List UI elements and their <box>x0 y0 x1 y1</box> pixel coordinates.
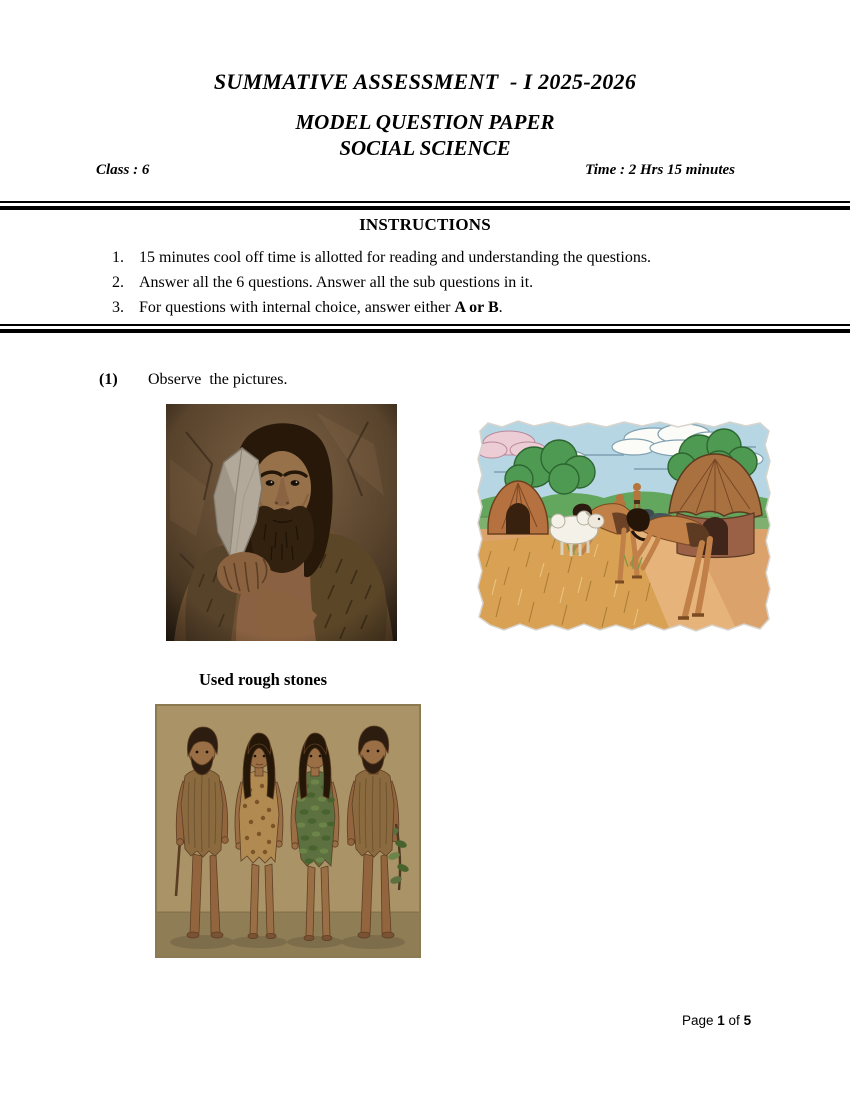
caveman-portrait-image <box>166 404 397 641</box>
time-label: Time : 2 Hrs 15 minutes <box>585 162 735 178</box>
instruction-text: 15 minutes cool off time is allotted for reading and understanding the questions. <box>139 249 652 266</box>
instruction-number: 3. <box>112 299 124 316</box>
instruction-number: 1. <box>112 249 124 266</box>
footer-word-page: Page <box>682 1013 718 1028</box>
farming-scene-image <box>474 417 774 635</box>
instruction-bold-choice: A or B <box>454 299 499 316</box>
subtitle-subject: SOCIAL SCIENCE <box>339 136 511 160</box>
question-number: (1) <box>99 371 118 388</box>
subtitle-model-question-paper: MODEL QUESTION PAPER <box>295 110 555 134</box>
instruction-text: For questions with internal choice, answer either A or B. <box>139 299 503 316</box>
instruction-item <box>112 295 810 320</box>
instruction-number: 2. <box>112 274 124 291</box>
early-humans-group-illustration <box>155 704 421 958</box>
instruction-item <box>112 270 810 295</box>
bottom-divider <box>0 324 850 333</box>
footer-total-pages: 5 <box>743 1013 752 1028</box>
class-time-row <box>96 162 735 179</box>
page-title: SUMMATIVE ASSESSMENT - I 2025-2026 <box>213 69 637 94</box>
page-footer <box>682 1013 751 1028</box>
caveman-portrait-illustration <box>166 404 397 641</box>
instruction-item <box>112 245 810 270</box>
class-label: Class : 6 <box>96 162 150 178</box>
footer-page-number: 1 <box>717 1013 725 1028</box>
instruction-text: Answer all the 6 questions. Answer all the sub questions in it. <box>139 274 534 291</box>
question-text: Observe the pictures. <box>148 371 288 388</box>
farming-scene-illustration <box>474 417 774 635</box>
top-divider <box>0 201 850 210</box>
early-humans-group-image <box>155 704 421 958</box>
footer-word-of: of <box>724 1013 744 1028</box>
instructions-heading: INSTRUCTIONS <box>359 215 491 234</box>
instructions-list <box>112 245 810 320</box>
image-caption: Used rough stones <box>199 670 328 689</box>
